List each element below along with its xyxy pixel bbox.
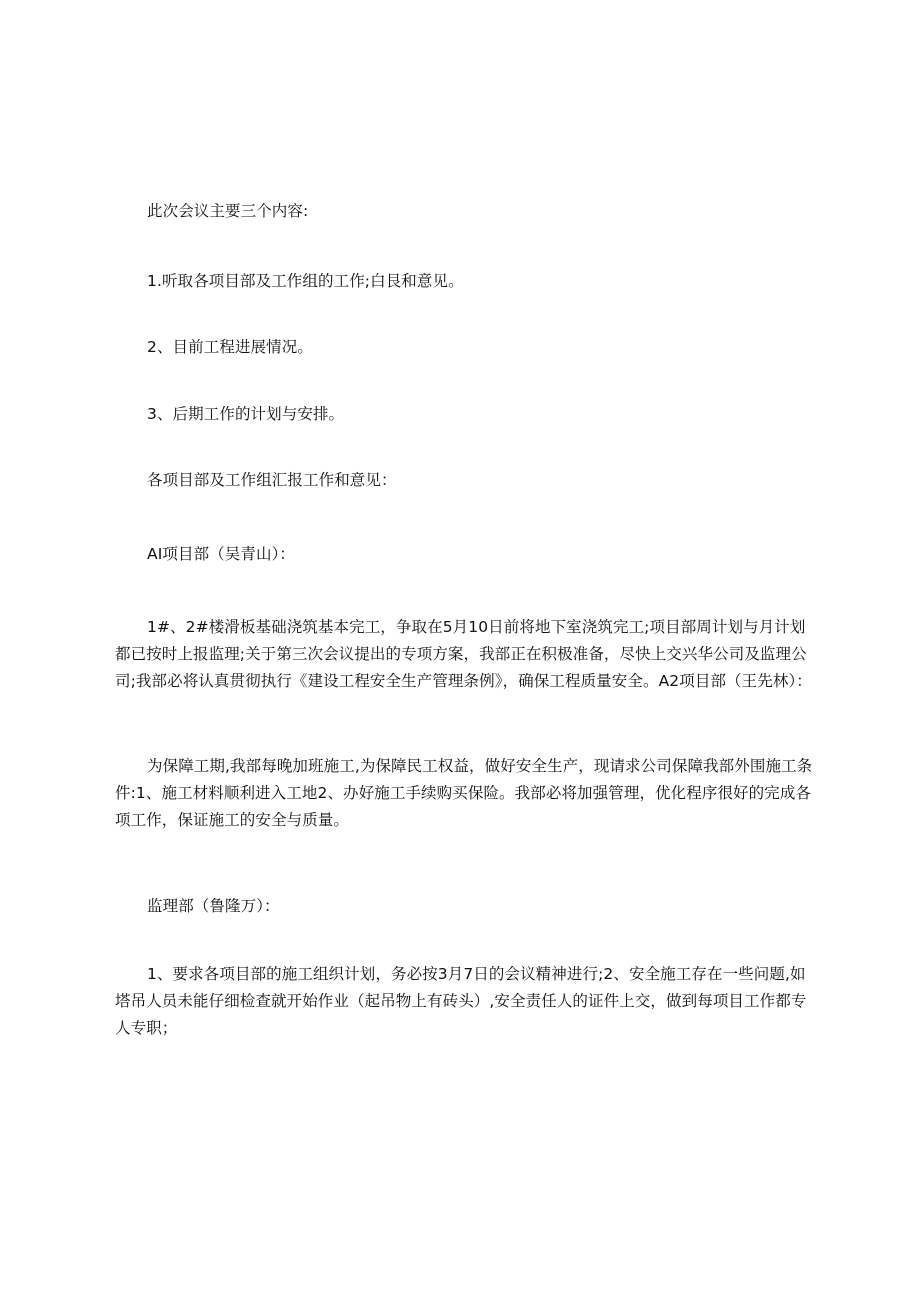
agenda-item-2: 2、目前工程进展情况。 [147, 338, 313, 356]
supervision-heading: 监理部（鲁隆万）： [147, 897, 280, 915]
a2-section-body: 为保障工期,我部每晚加班施工,为保障民工权益，做好安全生产，现请求公司保障我部外围施工条件:1、施工材料顺利进入工地2、办好施工手续购买保险。我部必将加强管理，优化程序很好的完成各项工作，保证施工的安全与质量。 [115, 757, 813, 829]
reports-heading: 各项目部及工作组汇报工作和意见： [147, 471, 397, 489]
agenda-item-3: 3、后期工作的计划与安排。 [147, 405, 345, 423]
meeting-intro: 此次会议主要三个内容: [147, 202, 309, 220]
a1-section-body: 1#、2#楼滑板基础浇筑基本完工，争取在5月10日前将地下室浇筑完工;项目部周计划与月计划都已按时上报监理;关于第三次会议提出的专项方案，我部正在积极准备，尽快上交兴华公司及监理公司;我部必将认真贯彻执行《建设工程安全生产管理条例》，确保工程质量安全。A2项目部（王先林）： [115, 618, 812, 690]
a1-section-heading: AI项目部（吴青山）： [147, 545, 296, 563]
supervision-body: 1、要求各项目部的施工组织计划，务必按3月7日的会议精神进行;2、安全施工存在一些问题,如塔吊人员未能仔细检查就开始作业（起吊物上有砖头）,安全责任人的证件上交，做到每项目工作都专人专职； [115, 965, 807, 1037]
agenda-item-1: 1.听取各项目部及工作组的工作;白艮和意见。 [147, 272, 464, 290]
